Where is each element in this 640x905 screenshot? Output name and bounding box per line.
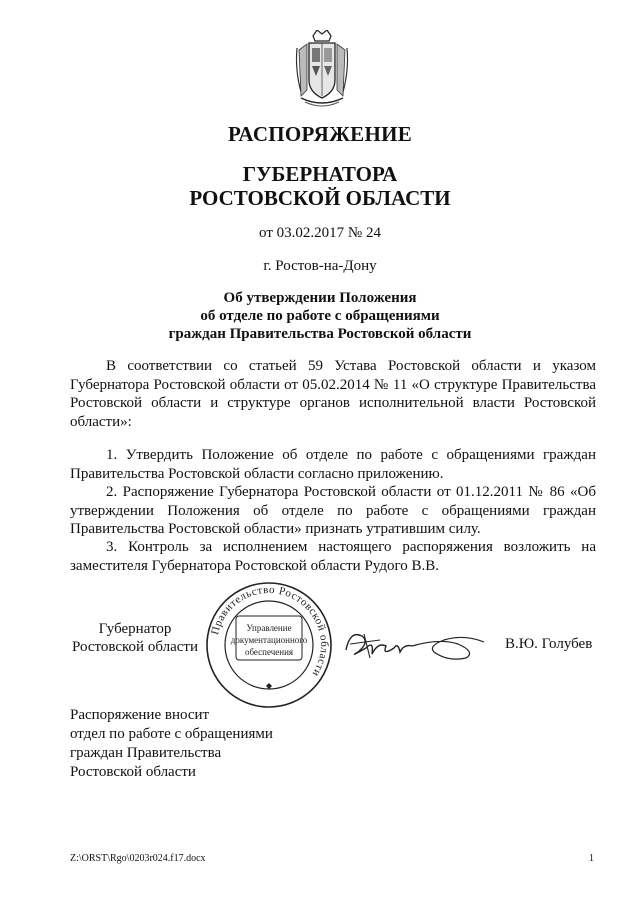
author-line-1: Распоряжение вносит [70, 707, 210, 723]
seal-outer-text: Правительство Ростовской области [209, 583, 331, 679]
seal-inner-line-2: документационного [230, 635, 308, 645]
position-line-1: Губернатор [98, 621, 172, 637]
coat-of-arms-icon [293, 30, 351, 110]
author-line-2: отдел по работе с обращениями [70, 726, 273, 742]
document-subject [0, 289, 640, 343]
author-line-3: граждан Правительства [70, 745, 222, 761]
document-city: г. Ростов-на-Дону [263, 258, 377, 274]
footer-file-path: Z:\ORST\Rgo\0203r024.f17.docx [70, 853, 206, 864]
preamble-paragraph: В соответствии со статьей 59 Устава Ростовской области и указом Губернатора Ростовской области от 05.02.2014 № 11 «О структуре Правительства Ростовской области и структуре органов исполнительной власти Ростовской области»: [70, 358, 596, 430]
handwritten-signature [340, 622, 490, 667]
subject-line-1: Об утверждении Положения [223, 290, 417, 306]
author-note [70, 706, 273, 782]
footer-page-number: 1 [589, 853, 594, 864]
signatory-position [70, 620, 200, 656]
item-2-paragraph: 2. Распоряжение Губернатора Ростовской области от 01.12.2011 № 86 «Об утверждении Положения об отделе по работе с обращениями граждан Правительства Ростовской области» признать утратившим силу. [70, 484, 596, 537]
issuer-title [0, 162, 640, 210]
subject-line-3: граждан Правительства Ростовской области [168, 326, 472, 342]
subject-line-2: об отделе по работе с обращениями [200, 308, 440, 324]
official-seal [203, 580, 335, 710]
seal-inner-line-3: обеспечения [244, 647, 294, 657]
seal-inner-line-1: Управление [246, 623, 292, 633]
item-1-paragraph: 1. Утвердить Положение об отделе по работе с обращениями граждан Правительства Ростовской области согласно приложению. [70, 447, 596, 482]
issuer-line-2: РОСТОВСКОЙ ОБЛАСТИ [189, 186, 451, 210]
document-date-number: от 03.02.2017 № 24 [259, 225, 381, 241]
document-type-title: РАСПОРЯЖЕНИЕ [227, 122, 413, 146]
issuer-line-1: ГУБЕРНАТОРА [242, 162, 398, 186]
item-3-paragraph: 3. Контроль за исполнением настоящего распоряжения возложить на заместителя Губернатора Ростовской области Рудого В.В. [70, 539, 596, 574]
author-line-4: Ростовской области [70, 764, 196, 780]
signatory-name: В.Ю. Голубев [505, 636, 593, 652]
position-line-2: Ростовской области [72, 639, 198, 655]
